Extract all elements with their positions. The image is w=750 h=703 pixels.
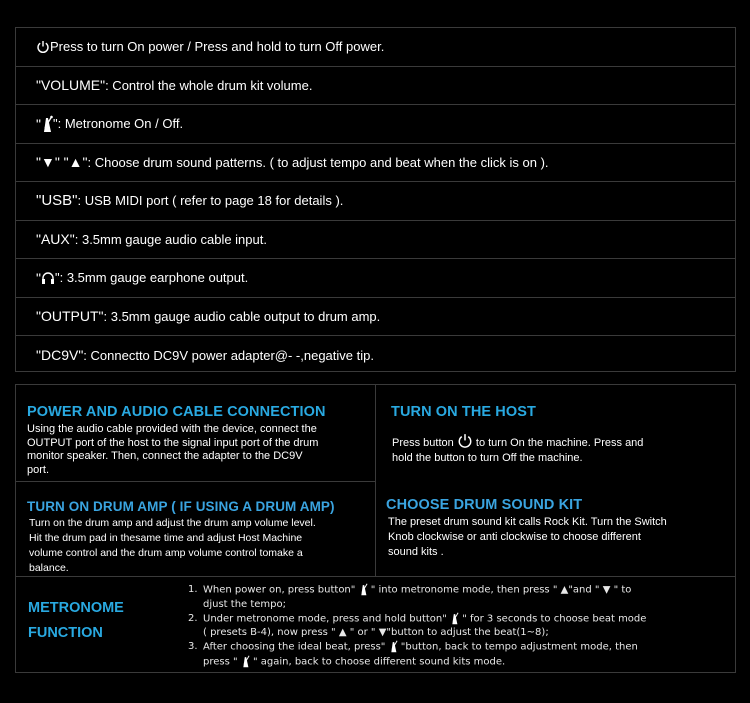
body-line: volume control and the drum amp volume control tomake a: [29, 547, 303, 559]
item-text: "and ": [568, 584, 603, 596]
item-text: Under metronome mode, press and hold button": [203, 613, 451, 624]
item-text: After choosing the ideal beat, press": [203, 641, 389, 653]
row-output: [16, 298, 735, 337]
title-line: FUNCTION: [28, 625, 103, 641]
row-text: : Choose drum sound patterns. ( to adjust tempo and beat when the click is on ).: [87, 154, 549, 170]
metronome-icon: [241, 655, 250, 668]
section-title-drum-amp: TURN ON DRUM AMP ( IF USING A DRUM AMP): [27, 499, 335, 514]
row-label: "▼" "▲": [36, 154, 88, 171]
body-text: Press button: [392, 437, 457, 449]
item-continuation: [203, 626, 646, 640]
row-patterns: [16, 144, 735, 183]
instructions-panel: [15, 384, 736, 673]
list-item: [188, 612, 646, 641]
metronome-steps: [188, 583, 646, 669]
row-label: "DC9V": [36, 347, 84, 364]
row-metronome: [16, 105, 735, 144]
up-arrow-icon: ▲: [560, 584, 569, 596]
item-continuation: [203, 655, 646, 670]
item-text: djust the tempo;: [203, 598, 287, 610]
power-icon: [36, 40, 50, 54]
body-line: The preset drum sound kit calls Rock Kit. Turn the Switch: [388, 516, 667, 528]
body-line: Using the audio cable provided with the device, connect the: [27, 423, 317, 435]
row-label: ": [36, 115, 41, 132]
row-text: Press to turn On power / Press and hold to turn Off power.: [50, 39, 385, 55]
row-dc9v: [16, 336, 735, 375]
item-text: " again, back to choose different sound kits mode.: [249, 656, 506, 667]
body-line: hold the button to turn Off the machine.: [392, 452, 583, 464]
body-line: Knob clockwise or anti clockwise to choose different: [388, 531, 641, 543]
power-icon: [457, 433, 473, 449]
row-text: ": Metronome On / Off.: [52, 116, 184, 132]
row-label: "AUX": [36, 231, 75, 248]
list-item: [188, 640, 646, 669]
body-line: Turn on the drum amp and adjust the drum amp volume level.: [29, 517, 316, 529]
item-number: 2.: [188, 612, 198, 624]
body-line: Hit the drum pad in thesame time and adjust Host Machine: [29, 532, 303, 544]
row-label: ": [36, 269, 41, 286]
item-text: ( presets B-4), now press ": [203, 627, 339, 638]
row-text: ": 3.5mm gauge earphone output.: [54, 270, 249, 286]
controls-table: [15, 27, 736, 372]
item-text: " or ": [346, 627, 379, 638]
metronome-icon: [389, 640, 398, 653]
section-body-drum-amp: [29, 516, 316, 576]
body-line: [392, 433, 643, 451]
body-line: monitor speaker. Then, connect the adapter to the DC9V: [27, 450, 303, 462]
row-power: [16, 28, 735, 67]
section-body-sound-kit: [388, 515, 667, 560]
divider: [16, 481, 376, 482]
section-body-power-audio: [27, 423, 318, 477]
row-text: : USB MIDI port ( refer to page 18 for details ).: [77, 193, 344, 209]
list-item: [188, 583, 646, 612]
body-line: OUTPUT port of the host to the signal input port of the drum: [27, 436, 319, 449]
item-text: " to: [610, 584, 632, 596]
section-body-turn-on-host: [392, 433, 643, 466]
metronome-icon: [41, 115, 53, 133]
metronome-icon: [359, 583, 368, 596]
row-label: "VOLUME": [36, 77, 106, 94]
row-label: "USB": [36, 192, 78, 210]
divider: [16, 576, 735, 577]
body-text: to turn On the machine. Press and: [472, 437, 644, 449]
item-number: 3.: [188, 641, 198, 652]
section-title-power-audio: POWER AND AUDIO CABLE CONNECTION: [27, 404, 326, 420]
section-title-sound-kit: CHOOSE DRUM SOUND KIT: [386, 497, 583, 513]
headphone-icon: [41, 272, 55, 284]
row-text: : 3.5mm gauge audio cable output to drum amp.: [103, 308, 381, 324]
item-text: press ": [203, 656, 241, 667]
title-line: METRONOME: [28, 600, 124, 616]
row-usb: [16, 182, 735, 221]
row-text: : Connectto DC9V power adapter@- -,negative tip.: [83, 347, 374, 363]
up-arrow-icon: ▲: [338, 627, 347, 638]
body-line: port.: [27, 463, 50, 476]
item-text: "button to adjust the beat(1~8);: [386, 627, 549, 638]
item-text: When power on, press button": [203, 584, 359, 596]
row-aux: [16, 221, 735, 260]
down-arrow-icon: ▼: [378, 627, 387, 638]
metronome-icon: [450, 612, 459, 625]
row-text: : Control the whole drum kit volume.: [105, 77, 313, 93]
body-line: balance.: [29, 562, 69, 574]
item-text: "button, back to tempo adjustment mode, then: [397, 641, 638, 653]
item-text: " into metronome mode, then press ": [367, 584, 561, 596]
down-arrow-icon: ▼: [602, 584, 611, 596]
item-text: " for 3 seconds to choose beat mode: [459, 613, 647, 624]
row-label: "OUTPUT": [36, 308, 104, 325]
row-earphone: [16, 259, 735, 298]
body-line: sound kits .: [388, 546, 444, 558]
row-text: : 3.5mm gauge audio cable input.: [74, 231, 267, 247]
section-title-metronome: [28, 596, 124, 646]
section-title-turn-on-host: TURN ON THE HOST: [391, 404, 536, 420]
row-volume: [16, 67, 735, 106]
item-number: 1.: [188, 584, 198, 595]
